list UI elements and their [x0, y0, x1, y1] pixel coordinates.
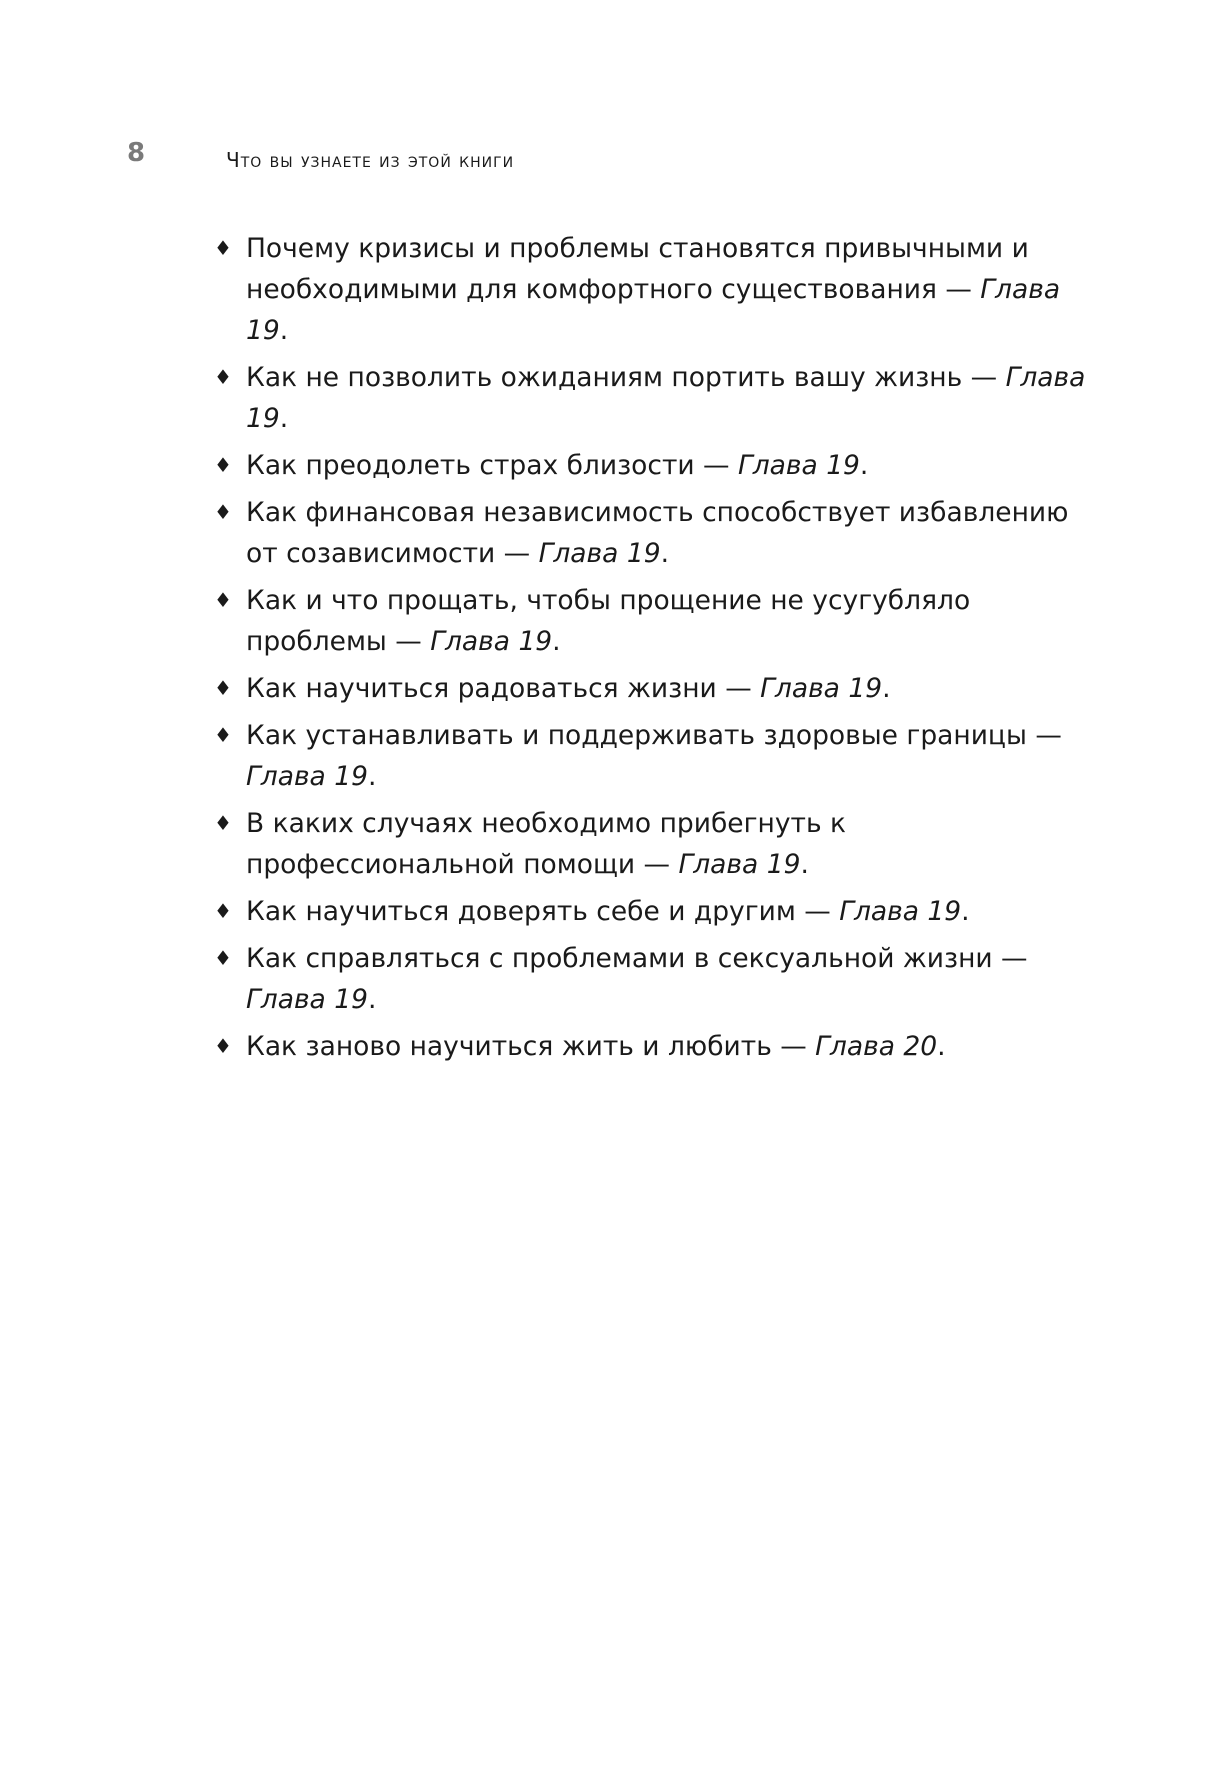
- diamond-icon: ♦: [214, 500, 232, 524]
- item-end: .: [367, 984, 377, 1015]
- item-text: Как и что прощать, чтобы прощение не усугубляло проблемы —: [246, 585, 971, 657]
- item-end: .: [937, 1031, 946, 1062]
- diamond-icon: ♦: [214, 236, 232, 260]
- item-text: Почему кризисы и проблемы становятся привычными и необходимыми для комфортного существования —: [246, 233, 1029, 305]
- item-end: .: [882, 673, 891, 704]
- item-text: Как не позволить ожиданиям портить вашу жизнь —: [246, 362, 1006, 393]
- diamond-icon: ♦: [214, 1034, 232, 1058]
- list-item: [214, 891, 1094, 932]
- diamond-icon: ♦: [214, 811, 232, 835]
- list-item: [214, 492, 1094, 574]
- list-item: [214, 580, 1094, 662]
- chapter-ref: Глава 19: [246, 274, 1061, 346]
- chapter-ref: Глава 19: [737, 450, 860, 481]
- list-item: [214, 445, 1094, 486]
- diamond-icon: ♦: [214, 723, 232, 747]
- diamond-icon: ♦: [214, 588, 232, 612]
- diamond-icon: ♦: [214, 453, 232, 477]
- bullet-list: [214, 228, 1094, 1073]
- item-text: Как финансовая независимость способствует избавлению от созависимости —: [246, 497, 1069, 569]
- chapter-ref: Глава 19: [246, 362, 1086, 434]
- item-end: .: [859, 450, 869, 481]
- diamond-icon: ♦: [214, 365, 232, 389]
- item-end: .: [660, 538, 669, 569]
- list-item: [214, 668, 1094, 709]
- item-text: В каких случаях необходимо прибегнуть к профессиональной помощи —: [246, 808, 847, 880]
- list-item: [214, 357, 1094, 439]
- chapter-ref: Глава 19: [246, 761, 368, 792]
- item-end: .: [279, 315, 289, 346]
- list-item: [214, 803, 1094, 885]
- item-end: .: [279, 403, 289, 434]
- chapter-ref: Глава 19: [678, 849, 801, 880]
- item-text: Как научиться радоваться жизни —: [246, 673, 761, 704]
- diamond-icon: ♦: [214, 946, 232, 970]
- chapter-ref: Глава 19: [760, 673, 883, 704]
- item-end: .: [961, 896, 970, 927]
- diamond-icon: ♦: [214, 899, 232, 923]
- chapter-ref: Глава 19: [839, 896, 962, 927]
- item-text: Как преодолеть страх близости —: [246, 450, 738, 481]
- item-text: Как справляться с проблемами в сексуальной жизни —: [246, 943, 1028, 974]
- item-text: Как заново научиться жить и любить —: [246, 1031, 816, 1062]
- list-item: [214, 715, 1094, 797]
- chapter-ref: Глава 19: [430, 626, 553, 657]
- running-head: Что вы узнаете из этой книги: [226, 148, 515, 172]
- item-text: Как устанавливать и поддерживать здоровые границы —: [246, 720, 1062, 751]
- list-item: [214, 228, 1094, 351]
- chapter-ref: Глава 19: [246, 984, 368, 1015]
- item-end: .: [367, 761, 377, 792]
- page-number: 8: [127, 138, 146, 168]
- list-item: [214, 938, 1094, 1020]
- diamond-icon: ♦: [214, 676, 232, 700]
- list-item: [214, 1026, 1094, 1067]
- item-end: .: [552, 626, 561, 657]
- chapter-ref: Глава 19: [538, 538, 661, 569]
- item-end: .: [800, 849, 809, 880]
- item-text: Как научиться доверять себе и другим —: [246, 896, 840, 927]
- chapter-ref: Глава 20: [815, 1031, 938, 1062]
